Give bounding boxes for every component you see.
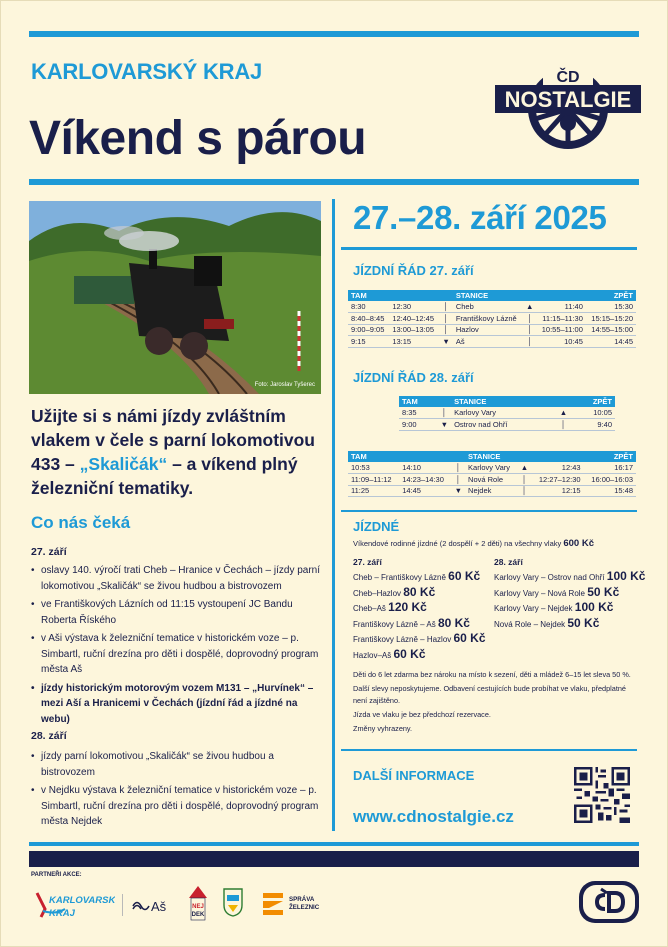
karlovarsky-kraj-logo <box>35 889 115 923</box>
bottom-rule <box>29 842 639 846</box>
qr-code-icon[interactable] <box>574 767 630 823</box>
fares-title: JÍZDNÉ <box>353 519 400 534</box>
th-stanice: STANICE <box>453 290 523 301</box>
timetable1-title: JÍZDNÍ ŘÁD 27. září <box>353 263 474 278</box>
fares-day2: 28. září Karlovy Vary – Ostrov nad Ohří 100 Kč Karlovy Vary – Nová Role 50 Kč Karlovy Vary – Nejdek 100 Kč Nová Role – Nejdek 50 Kč <box>494 557 646 630</box>
lead-highlight: „Skaličák“ <box>79 454 168 474</box>
list-item: • v Nejdku výstava k železniční tematice v historickém voze – p. Simbartl, ruční drezína pro děti i dospělé, doprovodný program města Nejdek <box>31 783 327 830</box>
timetable3: TAM STANICE ZPĚT 10:53 14:10 │ Karlovy Vary ▲ 12:43 16:17 11:09–11:12 14:23–14:30 │ Nová Role │ 12:27–12:30 16:00–16:03 11:25 14:45 ▼ Nejdek │ 12:15 15:48 <box>348 451 636 497</box>
svg-text:KARLOVARSKÝ: KARLOVARSKÝ <box>49 895 115 906</box>
website-link[interactable]: www.cdnostalgie.cz <box>353 807 514 826</box>
table-row: 9:00 ▼ Ostrov nad Ohří │ 9:40 <box>399 419 615 431</box>
region-label: KARLOVARSKÝ KRAJ <box>31 59 263 84</box>
table-row: 9:00–9:05 13:00–13:05 │ Hazlov │ 10:55–11:00 14:55–15:00 <box>348 324 636 336</box>
svg-text:Aš: Aš <box>151 899 167 914</box>
cd-nostalgie-logo <box>495 57 641 151</box>
timetable2: TAM STANICE ZPĚT 8:35 │ Karlovy Vary ▲ 10:05 9:00 ▼ Ostrov nad Ohří │ 9:40 <box>399 396 615 431</box>
day1-label: 27. září <box>31 546 67 558</box>
logo-top-text: ČD <box>556 69 580 86</box>
info-rule <box>341 749 637 751</box>
table-row: 10:53 14:10 │ Karlovy Vary ▲ 12:43 16:17 <box>348 462 636 474</box>
list-item: • ve Františkových Lázních od 11:15 vystoupení JC Bandu Roberta Říského <box>31 597 327 628</box>
fares-day1: 27. září Cheb – Františkovy Lázně 60 Kč Cheb–Hazlov 80 Kč Cheb–Aš 120 Kč Františkovy Lázně – Aš 80 Kč Františkovy Lázně – Hazlov 60 Kč Hazlov–Aš 60 Kč <box>353 557 486 661</box>
timetable1 <box>348 290 636 348</box>
svg-text:SPRÁVA: SPRÁVA <box>289 896 315 903</box>
fare-row: Františkovy Lázně – Aš 80 Kč <box>353 615 470 630</box>
family-fare: Víkendové rodinné jízdné (2 dospělí + 2 děti) na všechny vlaky 600 Kč <box>353 538 594 549</box>
svg-text:DEK: DEK <box>191 912 205 918</box>
nejdek-logo <box>187 886 209 922</box>
info-title: DALŠÍ INFORMACE <box>353 768 475 783</box>
partner-divider <box>122 894 123 916</box>
arrow-down-icon: │ <box>439 301 452 313</box>
table-row: 11:09–11:12 14:23–14:30 │ Nová Role │ 12:27–12:30 16:00–16:03 <box>348 474 636 486</box>
lead-text <box>31 404 326 500</box>
event-date: 27.–28. září 2025 <box>353 199 607 236</box>
sprava-zeleznic-logo <box>263 891 333 917</box>
page-title: Víkend s párou <box>29 112 367 165</box>
table-row: 8:40–8:45 12:40–12:45 │ Františkovy Lázně │ 11:15–11:30 15:15–15:20 <box>348 313 636 325</box>
footer-bar <box>29 851 639 867</box>
table-row: 9:15 13:15 ▼ Aš │ 10:45 14:45 <box>348 336 636 348</box>
column-divider <box>332 199 335 831</box>
partners-label: PARTNEŘI AKCE: <box>31 872 82 878</box>
list-item: • jízdy parní lokomotivou „Skaličák“ se živou hudbou a bistrovozem <box>31 749 327 780</box>
list-item: • jízdy historickým motorovým vozem M131 – „Hurvínek“ – mezi Aší a Hranicemi v Čechách (jízdní řád a jízdné na webu) <box>31 681 327 728</box>
as-logo <box>131 896 171 916</box>
th-tam: TAM <box>348 290 389 301</box>
fare-row: Cheb–Aš 120 Kč <box>353 600 427 614</box>
photo-credit: Foto: Jaroslav Tyšerec <box>254 382 315 388</box>
fare-row: Karlovy Vary – Nová Role 50 Kč <box>494 584 620 599</box>
day2-label: 28. září <box>31 730 67 742</box>
svg-text:NEJ: NEJ <box>192 904 204 910</box>
fare-row: Františkovy Lázně – Hazlov 60 Kč <box>353 631 486 645</box>
day1-list <box>31 563 327 730</box>
lead-part2: – a víkend plný železniční tematiky. <box>31 454 298 498</box>
cd-logo <box>579 881 639 923</box>
table-row: 8:30 12:30 │ Cheb ▲ 11:40 15:30 <box>348 301 636 313</box>
arrow-down-icon: ▼ <box>439 336 452 348</box>
fare-row: Cheb – Františkovy Lázně 60 Kč <box>353 569 481 583</box>
svg-text:KRAJ: KRAJ <box>49 908 75 919</box>
list-item: • oslavy 140. výročí trati Cheb – Hranice v Čechách – jízdy parní lokomotivou „Skaličák“ se živou hudbou a bistrovozem <box>31 563 327 594</box>
timetable2-title: JÍZDNÍ ŘÁD 28. září <box>353 370 474 385</box>
fare-row: Hazlov–Aš 60 Kč <box>353 646 426 661</box>
top-rule <box>29 31 639 37</box>
fare-row: Nová Role – Nejdek 50 Kč <box>494 615 600 630</box>
table-row: 8:35 │ Karlovy Vary ▲ 10:05 <box>399 407 615 419</box>
logo-main-text: NOSTALGIE <box>504 87 632 112</box>
fare-row: Karlovy Vary – Ostrov nad Ohří 100 Kč <box>494 569 646 583</box>
steam-train-photo <box>29 201 321 394</box>
list-item: • v Aši výstava k železniční tematice v historickém voze – p. Simbartl, ruční drezína pro děti i dospělé, doprovodný program města Aš <box>31 631 327 678</box>
coat-of-arms-icon <box>223 887 243 917</box>
date-rule <box>341 247 637 250</box>
fare-row: Karlovy Vary – Nejdek 100 Kč <box>494 600 614 614</box>
lead-part1: Užijte si s námi jízdy zvláštním vlakem v čele s parní lokomotivou 433 – <box>31 406 315 474</box>
fare-row: Cheb–Hazlov 80 Kč <box>353 584 436 599</box>
table-row: 11:25 14:45 ▼ Nejdek │ 12:15 15:48 <box>348 485 636 497</box>
svg-text:ŽELEZNIC: ŽELEZNIC <box>289 904 320 911</box>
th-zpet: ZPĚT <box>586 290 636 301</box>
day2-list <box>31 749 327 833</box>
agenda-title: Co nás čeká <box>31 513 131 532</box>
fares-rule <box>341 510 637 512</box>
arrow-up-icon: ▲ <box>523 301 536 313</box>
header-rule <box>29 179 639 185</box>
fare-notes: Děti do 6 let zdarma bez nároku na místo k sezení, děti a mládež 6–15 let sleva 50 %. Další slevy neposkytujeme. Odbavení cestujících bude probíhat ve vlaku, předplatné není zajištěno. Jízda ve vlaku je bez předchozí rezervace. Změny vyhrazeny. <box>353 670 631 733</box>
